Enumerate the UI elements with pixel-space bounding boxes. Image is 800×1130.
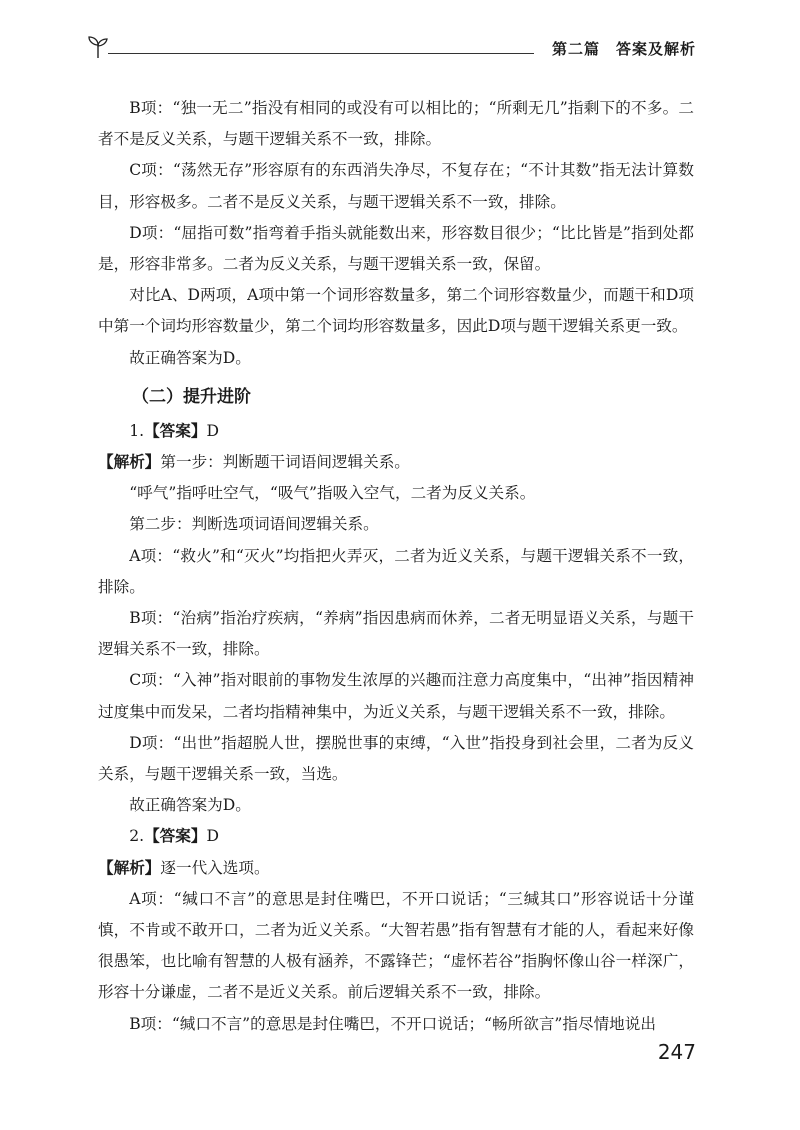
q1-paragraph: A项：“救火”和“灭火”均指把火弄灭，二者为近义关系，与题干逻辑关系不一致，排除。 bbox=[98, 546, 694, 596]
q1-answer-tag: 【答案】 bbox=[144, 421, 207, 440]
q1-number: 1. bbox=[129, 421, 145, 440]
q1-paragraph: “呼气”指呼吐空气，“吸气”指吸入空气，二者为反义关系。 bbox=[129, 484, 536, 503]
q1-analysis-line bbox=[98, 447, 694, 478]
q1-paragraph: B项：“治病”指治疗疾病，“养病”指因患病而休养，二者无明显语义关系，与题干逻辑关系不一致，排除。 bbox=[98, 609, 694, 659]
q2-analysis-line bbox=[98, 853, 694, 884]
paragraph-option-d: D项：“屈指可数”指弯着手指头就能数出来，形容数目很少；“比比皆是”指到处都是，形容非常多。二者为反义关系，与题干逻辑关系一致，保留。 bbox=[98, 223, 694, 274]
q2-number: 2. bbox=[129, 827, 145, 846]
q1-paragraph: C项：“入神”指对眼前的事物发生浓厚的兴趣而注意力高度集中，“出神”指因精神过度集中而发呆，二者均指精神集中，为近义关系，与题干逻辑关系不一致，排除。 bbox=[98, 671, 694, 721]
page-header bbox=[86, 34, 696, 64]
q2-analysis-intro: 逐一代入选项。 bbox=[160, 858, 270, 877]
paragraph-option-b: B项：“独一无二”指没有相同的或没有可以相比的；“所剩无几”指剩下的不多。二者不是反义关系，与题干逻辑关系不一致，排除。 bbox=[98, 99, 694, 149]
paragraph-conclusion: 故正确答案为D。 bbox=[129, 348, 251, 367]
q1-analysis-tag: 【解析】 bbox=[98, 453, 161, 472]
paragraph-comparison: 对比A、D两项，A项中第一个词形容数量多，第二个词形容数量少，而题干和D项中第一个词均形容数量少，第二个词均形容数量多，因此D项与题干逻辑关系更一致。 bbox=[98, 286, 694, 336]
page-number: 247 bbox=[657, 1040, 696, 1064]
paragraph-option-c: C项：“荡然无存”形容原有的东西消失净尽，不复存在；“不计其数”指无法计算数目，形容极多。二者不是反义关系，与题干逻辑关系不一致，排除。 bbox=[98, 161, 694, 211]
q1-analysis-intro: 第一步：判断题干词语间逻辑关系。 bbox=[160, 453, 410, 472]
section-heading: （二）提升进阶 bbox=[132, 386, 251, 407]
q2-analysis-tag: 【解析】 bbox=[98, 858, 161, 877]
q2-answer: D bbox=[206, 827, 219, 846]
q1-answer: D bbox=[206, 421, 219, 440]
sprout-icon bbox=[86, 34, 110, 60]
page-content bbox=[98, 93, 694, 1040]
q2-answer-line bbox=[98, 821, 694, 852]
q1-answer-line bbox=[98, 416, 694, 447]
q1-paragraph: 第二步：判断选项词语间逻辑关系。 bbox=[129, 515, 379, 534]
header-title: 第二篇 答案及解析 bbox=[551, 40, 696, 58]
q2-paragraph: A项：“缄口不言”的意思是封住嘴巴，不开口说话；“三缄其口”形容说话十分谨慎，不肯或不敢开口，二者为近义关系。“大智若愚”指有智慧有才能的人，看起来好像很愚笨，也比喻有智慧的人极有涵养，不露锋芒；“虚怀若谷”指胸怀像山谷一样深广，形容十分谦虚，二者不是近义关系。前后逻辑关系不一致，排除。 bbox=[98, 889, 694, 1002]
q1-paragraph: 故正确答案为D。 bbox=[129, 796, 251, 815]
q2-paragraph: B项：“缄口不言”的意思是封住嘴巴，不开口说话；“畅所欲言”指尽情地说出 bbox=[129, 1014, 656, 1033]
q1-paragraph: D项：“出世”指超脱人世，摆脱世事的束缚，“入世”指投身到社会里，二者为反义关系，与题干逻辑关系一致，当选。 bbox=[98, 733, 694, 784]
q2-answer-tag: 【答案】 bbox=[144, 827, 207, 846]
header-rule bbox=[108, 53, 534, 54]
